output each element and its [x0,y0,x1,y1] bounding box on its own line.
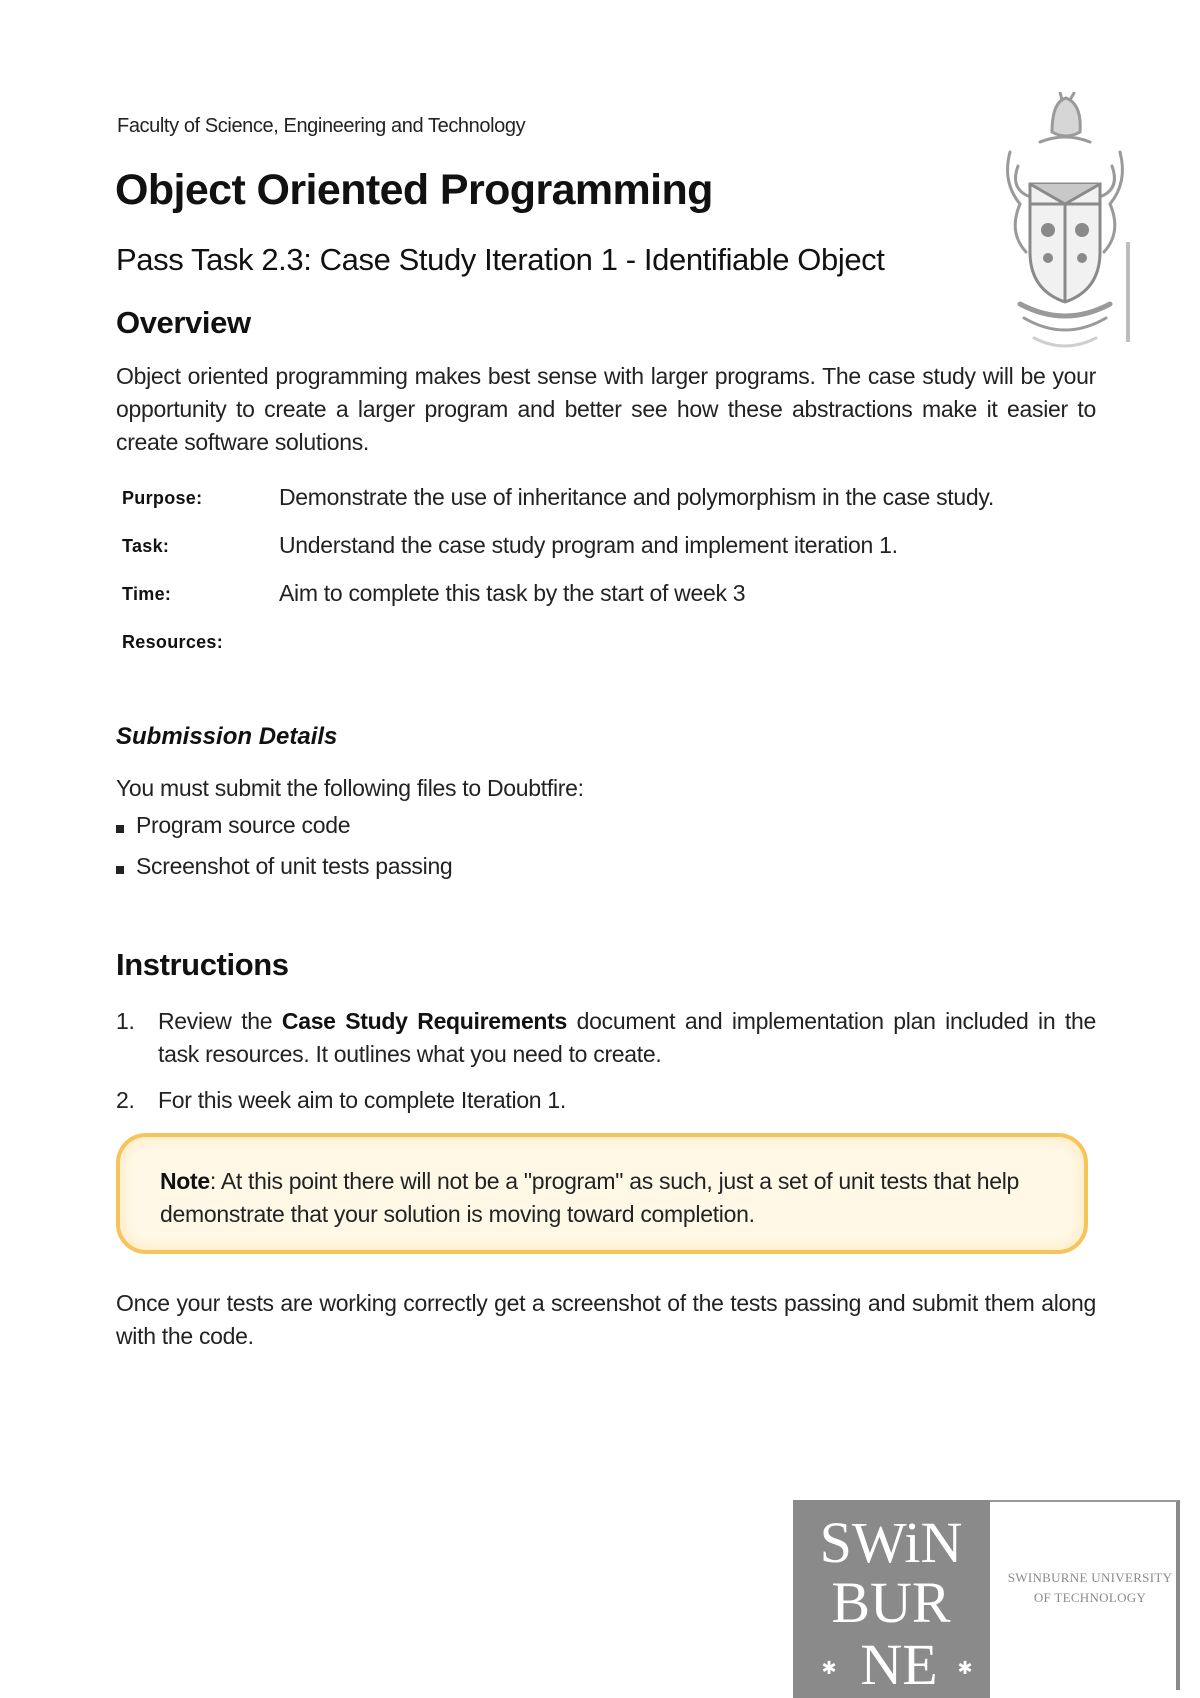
meta-value: Aim to complete this task by the start of week 3 [279,580,746,606]
overview-paragraph: Object oriented programming makes best sense with larger programs. The case study will be your opportunity to create a larger program and better see how these abstractions make it easier to create software solutions. [116,363,1096,455]
meta-row-resources [122,628,1082,676]
logo-line-3: NE [860,1632,938,1697]
meta-value: Understand the case study program and implement iteration 1. [279,532,898,558]
submission-list [116,812,452,894]
logo-line-2: BUR [831,1570,951,1635]
step-number: 1. [116,1008,135,1034]
university-crest-icon [1000,92,1130,362]
meta-row-task [122,532,1082,580]
logo-caption [1005,1568,1175,1608]
overview-heading: Overview [116,305,251,340]
list-item [116,853,452,894]
step-text [158,1005,1096,1071]
logo-line-1: SWiN [819,1510,963,1575]
faculty-name: Faculty of Science, Engineering and Technology [117,115,526,137]
step-text-part: document and implementation plan included in the task resources. It outlines what you need to create. [158,1008,1097,1067]
list-item-text: Program source code [136,812,351,838]
instruction-steps [116,1005,1096,1130]
logo-star-icon: ✱ [957,1658,973,1679]
bullet-icon [116,866,124,874]
instruction-step [116,1084,1096,1117]
logo-star-icon: ✱ [821,1658,837,1679]
step-text: For this week aim to complete Iteration 1. [158,1087,566,1113]
meta-label: Resources: [122,632,224,652]
instructions-heading: Instructions [116,947,289,982]
page-title: Object Oriented Programming [115,166,713,214]
note-label: Note [160,1168,210,1194]
task-subtitle: Pass Task 2.3: Case Study Iteration 1 - Identifiable Object [116,242,885,277]
logo-caption-line: SWINBURNE UNIVERSITY [1007,1570,1173,1585]
meta-label: Purpose: [122,488,203,508]
meta-row-purpose [122,484,1082,532]
case-study-requirements-ref: Case Study Requirements [281,1008,568,1034]
note-text: : At this point there will not be a "program" as such, just a set of unit tests that help demonstrate that your solution is moving toward completion. [160,1168,1020,1227]
swinburne-logo [793,1500,990,1698]
note-callout [116,1133,1088,1254]
meta-label: Time: [122,584,172,604]
instruction-step [116,1005,1096,1071]
submission-intro: You must submit the following files to Doubtfire: [116,775,584,801]
step-number: 2. [116,1087,135,1113]
step-text-part: Review the [158,1008,282,1034]
list-item-text: Screenshot of unit tests passing [136,853,453,879]
meta-label: Task: [122,536,170,556]
logo-caption-line: OF TECHNOLOGY [1033,1590,1147,1605]
meta-row-time [122,580,1082,628]
task-meta-table [122,484,1082,676]
bullet-icon [116,825,124,833]
list-item [116,812,452,853]
submission-heading: Submission Details [116,723,338,750]
meta-value: Demonstrate the use of inheritance and polymorphism in the case study. [279,484,994,510]
closing-paragraph: Once your tests are working correctly get a screenshot of the tests passing and submit them along with the code. [116,1290,1096,1349]
